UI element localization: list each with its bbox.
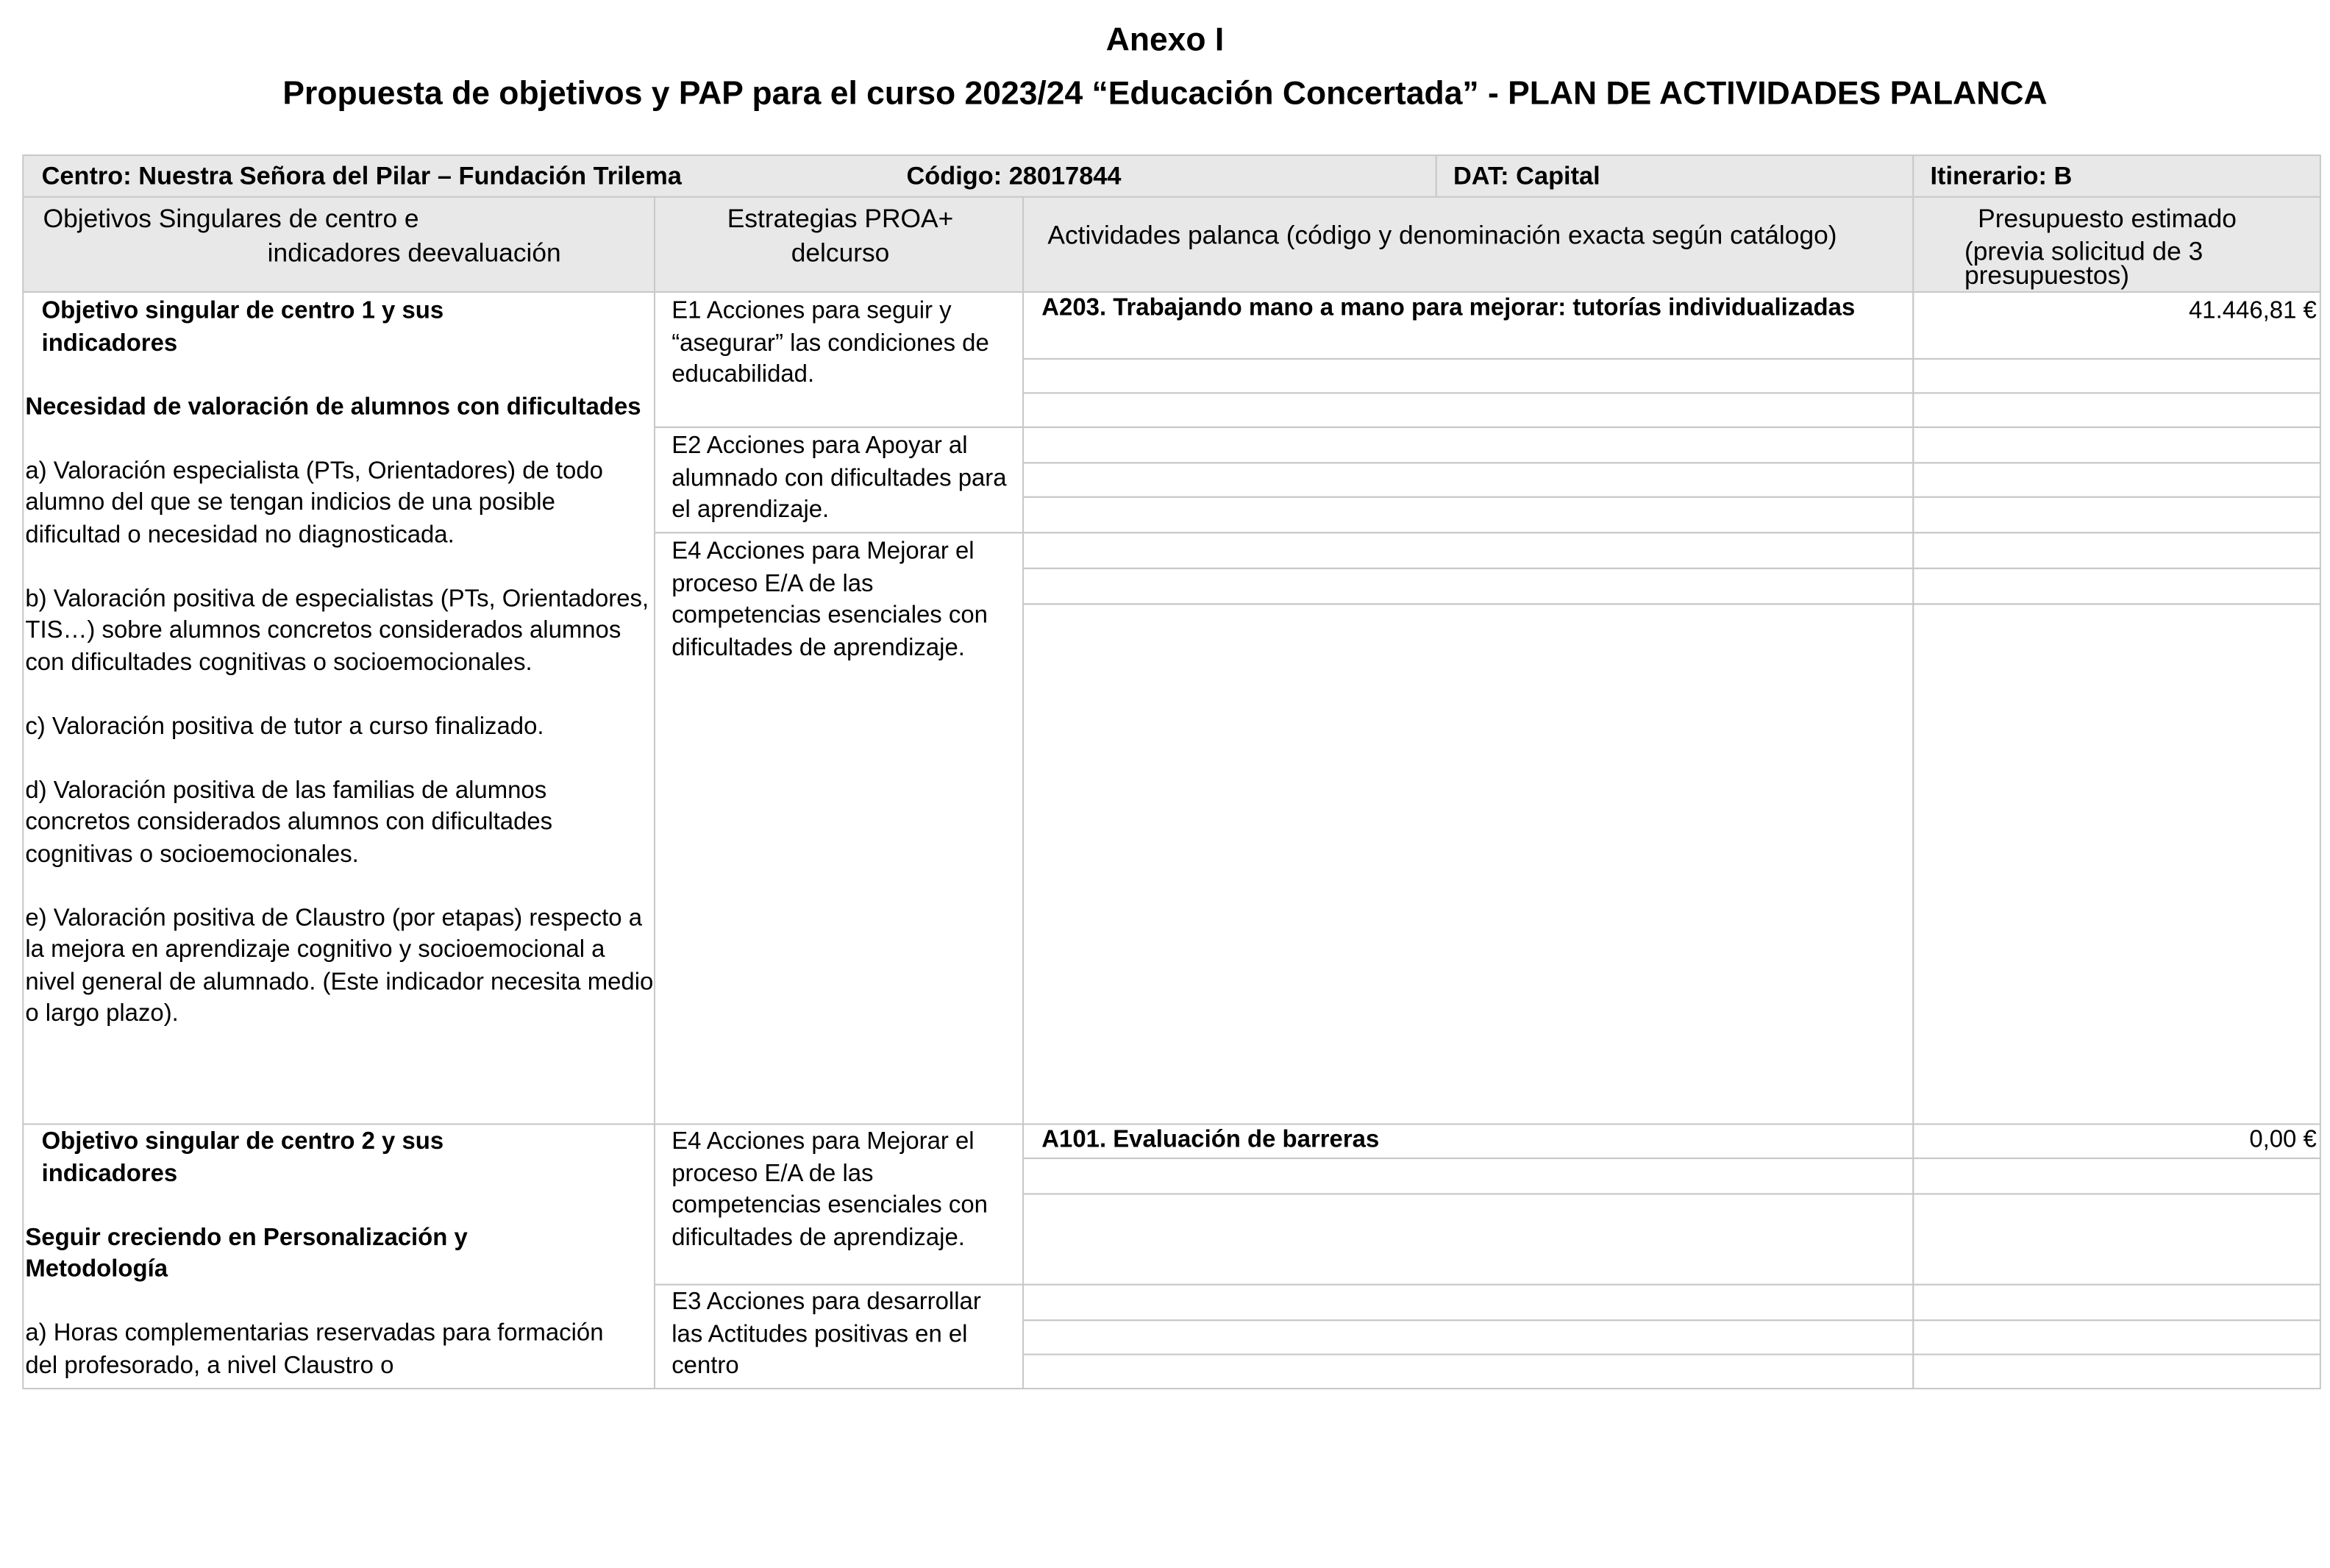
- strategy-e2-cell: [654, 427, 1024, 533]
- empty-activity-row: [1022, 1319, 1914, 1355]
- activity-a101-cell: [1022, 1123, 1914, 1158]
- info-itinerario-cell: [1912, 154, 2321, 198]
- empty-budget-row: [1912, 1193, 2321, 1285]
- strategy-e1: E1 Acciones para seguir y “asegurar” las condiciones de educabilidad.: [671, 297, 989, 388]
- header-presupuesto-line2: (previa solicitud de 3: [1964, 236, 2203, 266]
- header-actividades-text: Actividades palanca (código y denominación exacta según catálogo): [1047, 220, 1837, 250]
- empty-activity-row: [1022, 568, 1914, 605]
- header-objetivos: [22, 196, 655, 293]
- header-estrategias-line2: delcurso: [791, 238, 890, 268]
- objective-2-title: Objetivo singular de centro 2 y sus indicadores: [41, 1127, 444, 1187]
- document-subtitle: Propuesta de objetivos y PAP para el curso 2023/24 “Educación Concertada” - PLAN DE ACTIVIDADES PALANCA: [282, 74, 2048, 112]
- budget-a203-cell: [1912, 291, 2321, 360]
- objective-1-cell: [22, 291, 655, 1125]
- objective-1-indicator-d: d) Valoración positiva de las familias de alumnos concretos considerados alumnos con dificultades cognitivas o socioemocionales.: [25, 776, 553, 867]
- strategy-e4-cell: [654, 532, 1024, 1125]
- empty-budget-row: [1912, 496, 2321, 534]
- strategy-e3-cell: [654, 1284, 1024, 1389]
- header-presupuesto-line3: presupuestos): [1964, 260, 2130, 290]
- empty-activity-row: [1022, 1158, 1914, 1195]
- empty-budget-row: [1912, 392, 2321, 427]
- empty-budget-row: [1912, 568, 2321, 605]
- empty-budget-row: [1912, 603, 2321, 1125]
- objective-1-indicator-c: c) Valoración positiva de tutor a curso finalizado.: [25, 712, 544, 740]
- budget-a101-cell: [1912, 1123, 2321, 1158]
- header-estrategias: [654, 196, 1024, 293]
- itinerario-label: Itinerario: B: [1930, 162, 2073, 190]
- empty-activity-row: [1022, 427, 1914, 464]
- header-estrategias-line1: Estrategias PROA+: [727, 203, 954, 234]
- strategy-e4b-cell: [654, 1123, 1024, 1285]
- empty-activity-row: [1022, 462, 1914, 497]
- header-presupuesto-line1: Presupuesto estimado: [1978, 203, 2237, 234]
- activity-a203: A203. Trabajando mano a mano para mejorar: tutorías individualizadas: [1041, 294, 1856, 321]
- strategy-e3: E3 Acciones para desarrollar las Actitudes positivas en el centro: [671, 1288, 981, 1379]
- empty-activity-row: [1022, 603, 1914, 1125]
- empty-activity-row: [1022, 1193, 1914, 1285]
- empty-budget-row: [1912, 462, 2321, 497]
- budget-a101: 0,00 €: [2249, 1126, 2317, 1153]
- objective-1-need: Necesidad de valoración de alumnos con dificultades: [25, 393, 641, 420]
- info-dat-cell: [1436, 154, 1914, 198]
- objective-1-indicator-e: e) Valoración positiva de Claustro (por etapas) respecto a la mejora en aprendizaje cognitivo y socioemocional a nivel general de alumnado. (Este indicador necesita medio o largo plazo).: [25, 904, 654, 1027]
- empty-activity-row: [1022, 1284, 1914, 1322]
- empty-budget-row: [1912, 1158, 2321, 1195]
- header-objetivos-line1: Objetivos Singulares de centro e: [43, 203, 419, 234]
- strategy-e4: E4 Acciones para Mejorar el proceso E/A de las competencias esenciales con dificultades de aprendizaje.: [671, 538, 988, 661]
- strategy-e2: E2 Acciones para Apoyar al alumnado con dificultades para el aprendizaje.: [671, 432, 1007, 524]
- annex-title: Anexo I: [1105, 21, 1225, 58]
- objective-2-indicator-a: a) Horas complementarias reservadas para formación del profesorado, a nivel Claustro o: [25, 1319, 604, 1378]
- objective-2-cell: [22, 1123, 655, 1389]
- empty-activity-row: [1022, 532, 1914, 569]
- centro-label: Centro: Nuestra Señora del Pilar – Fundación Trilema: [41, 162, 682, 190]
- objective-1-indicator-a: a) Valoración especialista (PTs, Orientadores) de todo alumno del que se tengan indicios de una posible dificultad o necesidad no diagnosticada.: [25, 457, 603, 548]
- header-presupuesto: [1912, 196, 2321, 293]
- header-objetivos-line2: indicadores deevaluación: [267, 238, 561, 268]
- empty-budget-row: [1912, 1284, 2321, 1322]
- objective-1-title: Objetivo singular de centro 1 y sus indicadores: [41, 297, 444, 356]
- codigo-label: Código: 28017844: [906, 162, 1122, 190]
- header-actividades: [1022, 196, 1914, 293]
- empty-budget-row: [1912, 1319, 2321, 1355]
- activity-a101: A101. Evaluación de barreras: [1041, 1126, 1380, 1153]
- budget-a203: 41.446,81 €: [2189, 297, 2317, 324]
- empty-budget-row: [1912, 358, 2321, 393]
- info-centro-cell: [22, 154, 1436, 198]
- empty-activity-row: [1022, 358, 1914, 393]
- empty-budget-row: [1912, 427, 2321, 464]
- strategy-e1-cell: [654, 291, 1024, 428]
- empty-activity-row: [1022, 1354, 1914, 1389]
- strategy-e4b: E4 Acciones para Mejorar el proceso E/A de las competencias esenciales con dificultades de aprendizaje.: [671, 1127, 988, 1251]
- objective-1-indicator-b: b) Valoración positiva de especialistas (PTs, Orientadores, TIS…) sobre alumnos concretos considerados alumnos con dificultades cognitivas o socioemocionales.: [25, 585, 649, 676]
- empty-budget-row: [1912, 532, 2321, 569]
- dat-label: DAT: Capital: [1453, 162, 1600, 190]
- activity-a203-cell: [1022, 291, 1914, 360]
- empty-activity-row: [1022, 496, 1914, 534]
- empty-activity-row: [1022, 392, 1914, 427]
- objective-2-need: Seguir creciendo en Personalización y Metodología: [25, 1223, 468, 1283]
- empty-budget-row: [1912, 1354, 2321, 1389]
